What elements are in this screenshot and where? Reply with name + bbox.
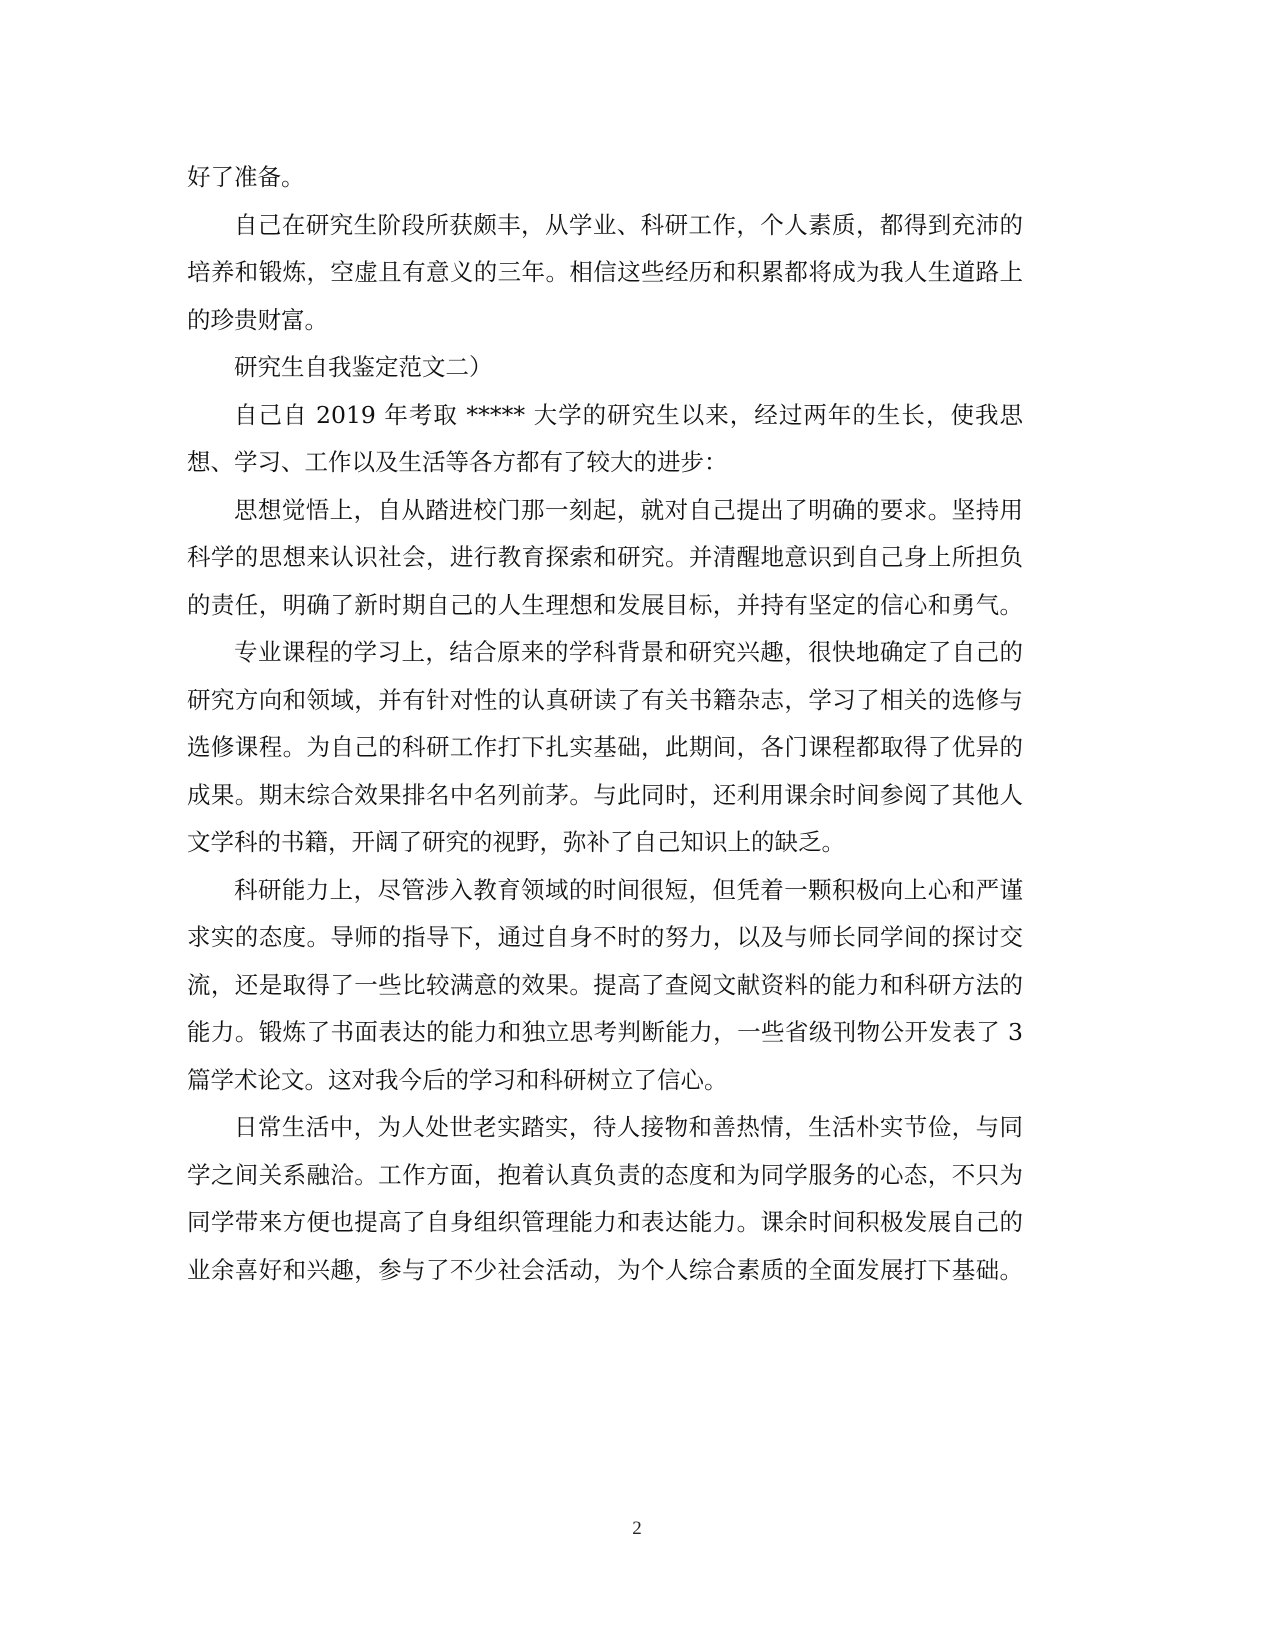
text-line: 的责任，明确了新时期自己的人生理想和发展目标，并持有坚定的信心和勇气。 <box>187 590 1023 619</box>
text-line: 想、学习、工作以及生活等各方都有了较大的进步： <box>187 448 728 476</box>
document-body <box>187 154 1023 1294</box>
text-line: 培养和锻炼，空虚且有意义的三年。相信这些经历和积累都将成为我人生道路上 <box>187 258 1023 286</box>
text-line: 选修课程。为自己的科研工作打下扎实基础，此期间，各门课程都取得了优异的 <box>187 733 1023 761</box>
text-line: 好了准备。 <box>187 163 305 191</box>
text-line: 流，还是取得了一些比较满意的效果。提高了查阅文献资料的能力和科研方法的 <box>187 970 1023 999</box>
text-line: 的珍贵财富。 <box>187 305 328 334</box>
text-line: 科学的思想来认识社会，进行教育探索和研究。并清醒地意识到自己身上所担负 <box>187 543 1023 571</box>
text-line: 文学科的书籍，开阔了研究的视野，弥补了自己知识上的缺乏。 <box>187 828 845 856</box>
text-line: 思想觉悟上，自从踏进校门那一刻起，就对自己提出了明确的要求。坚持用 <box>234 495 1023 524</box>
text-line: 篇学术论文。这对我今后的学习和科研树立了信心。 <box>187 1065 728 1094</box>
text-line: 同学带来方便也提高了自身组织管理能力和表达能力。课余时间积极发展自己的 <box>187 1208 1023 1236</box>
text-line: 研究生自我鉴定范文二） <box>234 353 493 381</box>
text-line: 日常生活中，为人处世老实踏实，待人接物和善热情，生活朴实节俭，与同 <box>234 1113 1023 1141</box>
text-line: 科研能力上，尽管涉入教育领域的时间很短，但凭着一颗积极向上心和严谨 <box>234 875 1023 904</box>
text-line: 专业课程的学习上，结合原来的学科背景和研究兴趣，很快地确定了自己的 <box>234 638 1023 666</box>
text-line: 求实的态度。导师的指导下，通过自身不时的努力，以及与师长同学间的探讨交 <box>187 923 1023 951</box>
text-line: 学之间关系融洽。工作方面，抱着认真负责的态度和为同学服务的心态，不只为 <box>187 1160 1023 1189</box>
page-number: 2 <box>632 1518 642 1539</box>
text-line: 业余喜好和兴趣，参与了不少社会活动，为个人综合素质的全面发展打下基础。 <box>187 1255 1023 1284</box>
text-line: 成果。期末综合效果排名中名列前茅。与此同时，还利用课余时间参阅了其他人 <box>187 780 1023 809</box>
text-line: 能力。锻炼了书面表达的能力和独立思考判断能力，一些省级刊物公开发表了 3 <box>187 1018 1023 1046</box>
text-line: 自己自 2019 年考取 ***** 大学的研究生以来，经过两年的生长，使我思 <box>234 400 1023 429</box>
text-line: 研究方向和领域，并有针对性的认真研读了有关书籍杂志，学习了相关的选修与 <box>187 685 1023 714</box>
text-line: 自己在研究生阶段所获颇丰，从学业、科研工作，个人素质，都得到充沛的 <box>234 210 1023 239</box>
